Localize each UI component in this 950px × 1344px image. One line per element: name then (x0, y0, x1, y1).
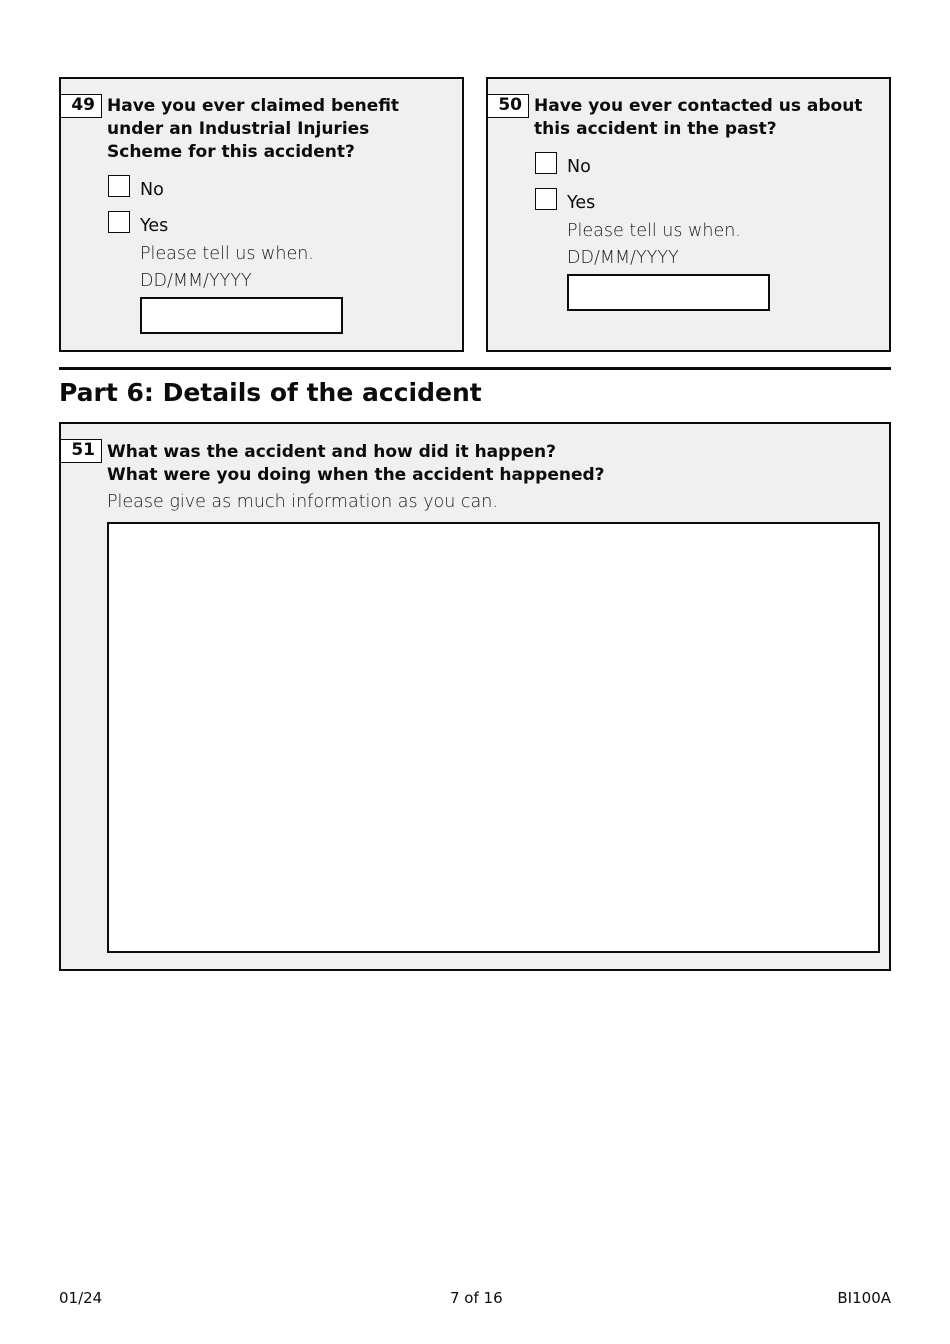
question-50-no-checkbox[interactable] (535, 152, 557, 174)
question-51-hint: Please give as much information as you can. (107, 492, 498, 512)
question-49-panel (59, 77, 464, 352)
question-49-yes-checkbox[interactable] (108, 211, 130, 233)
question-50-line: this accident in the past? (534, 119, 777, 139)
part-6-heading: Part 6: Details of the accident (59, 378, 482, 407)
question-50-number: 50 (488, 94, 529, 118)
question-50-text (534, 95, 862, 141)
question-49-date-input[interactable] (140, 297, 343, 334)
question-50-panel (486, 77, 891, 352)
question-50-yes-label: Yes (567, 193, 596, 213)
question-49-no-checkbox[interactable] (108, 175, 130, 197)
question-50-hint: Please tell us when. (567, 221, 741, 241)
question-49-line: Have you ever claimed benefit (107, 96, 400, 116)
footer-page-number: 7 of 16 (450, 1289, 503, 1307)
question-51-line: What was the accident and how did it happen? (107, 442, 556, 462)
question-51-panel (59, 422, 891, 971)
question-51-text (107, 441, 605, 487)
question-49-hint: Please tell us when. (140, 244, 314, 264)
question-50-no-label: No (567, 157, 591, 177)
question-50-date-input[interactable] (567, 274, 770, 311)
question-49-no-label: No (140, 180, 164, 200)
question-51-number: 51 (61, 439, 102, 463)
question-49-date-format: DD/MM/YYYY (140, 271, 252, 291)
question-51-line: What were you doing when the accident happened? (107, 465, 605, 485)
section-divider (59, 367, 891, 370)
question-50-date-format: DD/MM/YYYY (567, 248, 679, 268)
footer-form-code: BI100A (837, 1289, 891, 1307)
question-50-yes-checkbox[interactable] (535, 188, 557, 210)
question-49-number: 49 (61, 94, 102, 118)
question-49-yes-label: Yes (140, 216, 169, 236)
question-49-line: Scheme for this accident? (107, 142, 355, 162)
question-49-text (107, 95, 399, 164)
question-51-answer-textarea[interactable] (107, 522, 880, 953)
question-49-line: under an Industrial Injuries (107, 119, 370, 139)
question-50-line: Have you ever contacted us about (534, 96, 863, 116)
footer-date-code: 01/24 (59, 1289, 103, 1307)
